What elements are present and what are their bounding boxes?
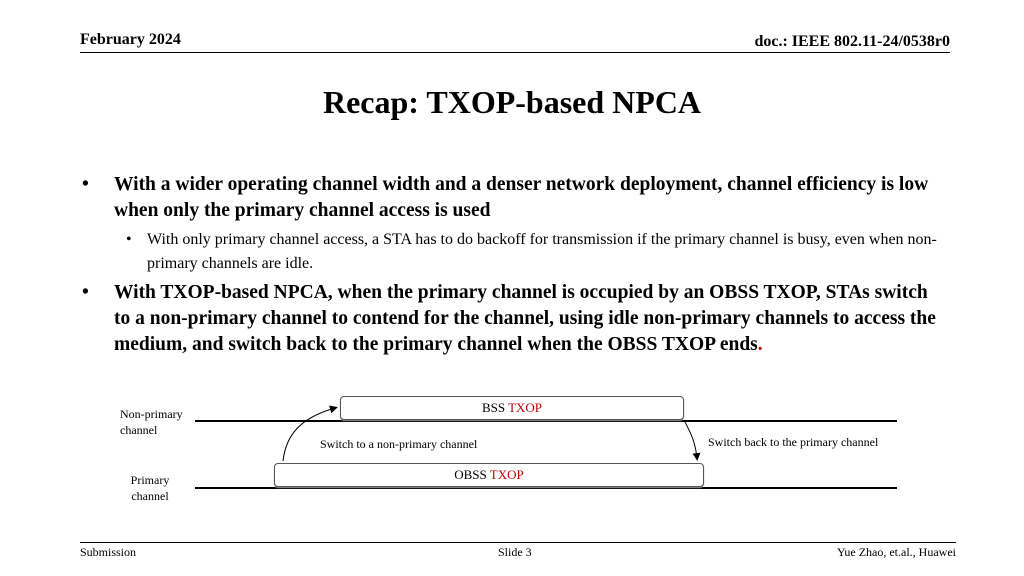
bss-txop-suffix: TXOP bbox=[508, 400, 543, 415]
bullet-trailing-mark: . bbox=[757, 334, 763, 355]
switch-back-arrow-icon bbox=[684, 420, 697, 458]
non-primary-channel-label: Non-primary channel bbox=[120, 407, 183, 437]
footer-rule bbox=[80, 542, 956, 543]
bss-txop-prefix: BSS bbox=[481, 400, 509, 415]
header-doc-id: doc.: IEEE 802.11-24/0538r0 bbox=[754, 33, 950, 50]
footer-slide-number: Slide 3 bbox=[498, 545, 532, 559]
switch-back-label: Switch back to the primary channel bbox=[708, 435, 879, 449]
obss-txop-suffix: TXOP bbox=[489, 467, 524, 482]
primary-channel-label: Primary channel bbox=[130, 473, 170, 503]
switch-to-label: Switch to a non-primary channel bbox=[320, 437, 478, 451]
sub-bullet-text: With only primary channel access, a STA has to do backoff for transmission if the primary channel is busy, even when non-primary channels are idle. bbox=[147, 231, 937, 272]
obss-txop-prefix: OBSS bbox=[454, 467, 490, 482]
bullet-marker: • bbox=[82, 174, 89, 195]
switch-to-arrow-icon bbox=[283, 408, 335, 461]
footer-author: Yue Zhao, et.al., Huawei bbox=[837, 545, 956, 559]
bullet-text: With TXOP-based NPCA, when the primary channel is occupied by an OBSS TXOP, STAs switch to a non-primary channel to contend for the channel, using idle non-primary channels to access the medium, and switch back to the primary channel when the OBSS TXOP ends bbox=[114, 282, 936, 355]
slide-title: Recap: TXOP-based NPCA bbox=[322, 84, 702, 120]
header-date: February 2024 bbox=[80, 31, 181, 48]
bullet-marker: • bbox=[82, 282, 89, 303]
bullet-marker: • bbox=[126, 231, 132, 248]
bullet-text: With a wider operating channel width and a denser network deployment, channel efficiency is low when only the primary channel access is used bbox=[114, 174, 929, 221]
footer-left: Submission bbox=[80, 545, 137, 559]
